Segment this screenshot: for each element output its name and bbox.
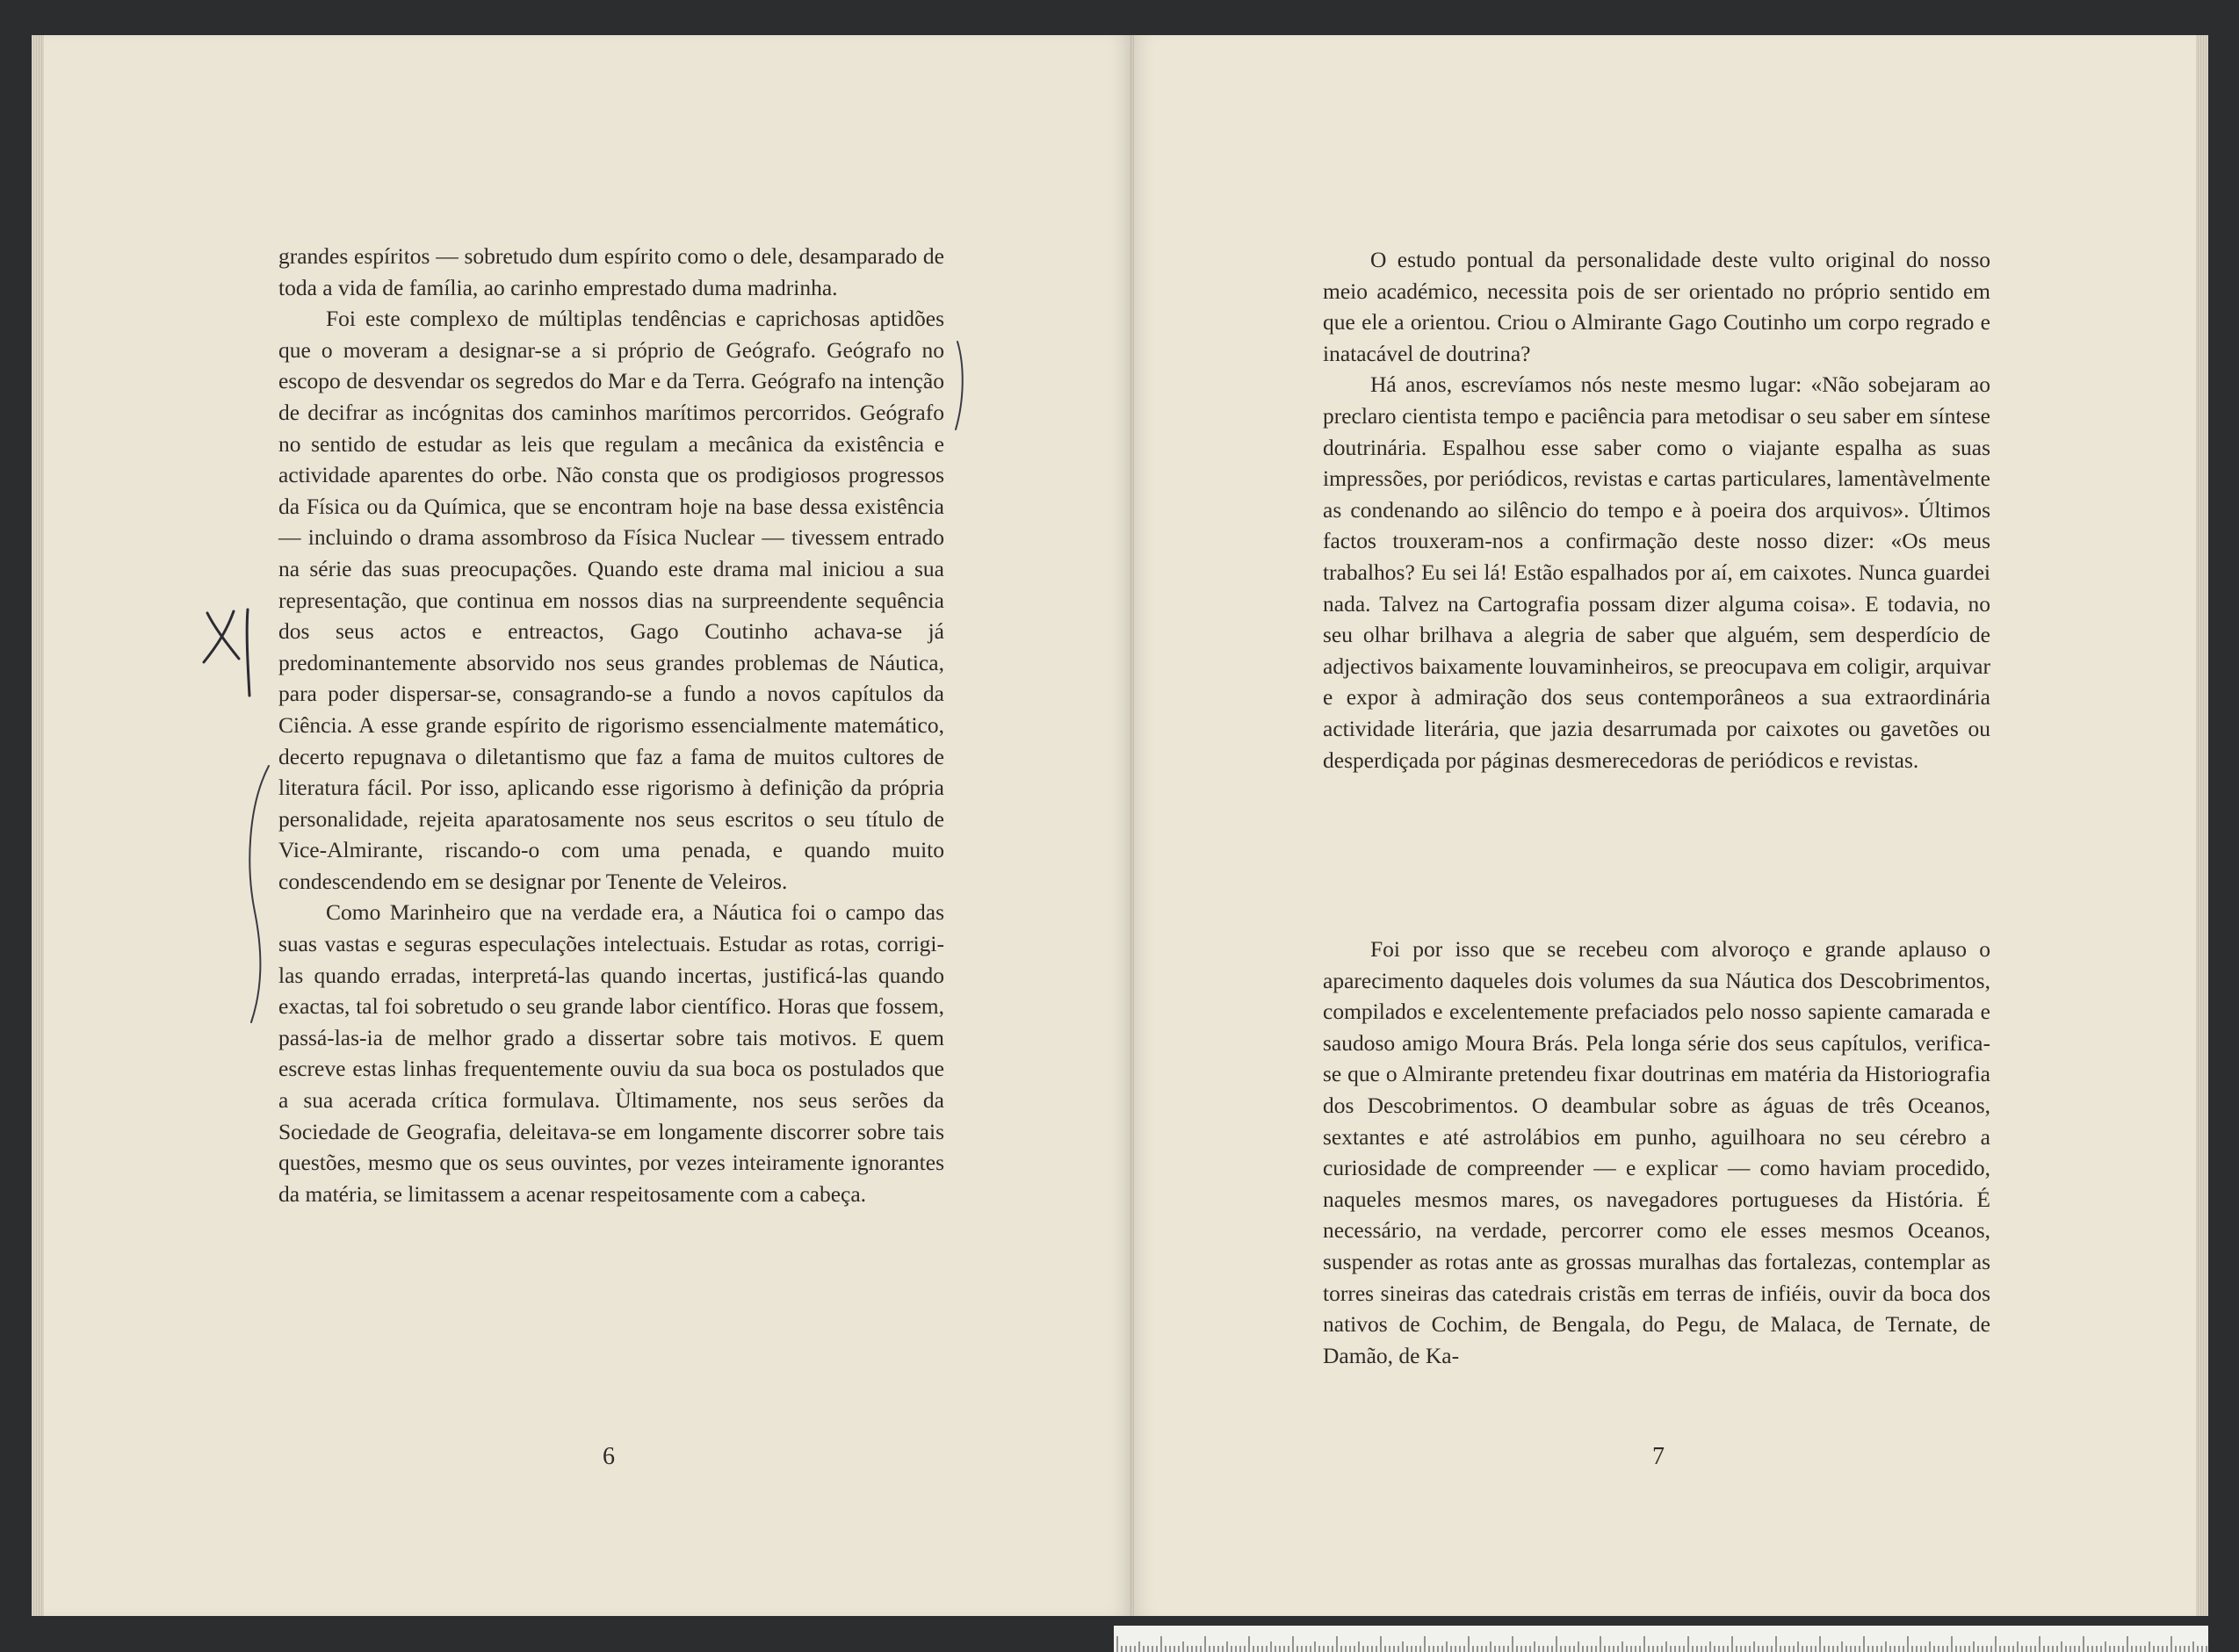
right-page-text-section (1323, 934, 1990, 1371)
handwritten-x-mark (195, 597, 256, 703)
right-page-text (1323, 244, 1990, 776)
paragraph: Como Marinheiro que na verdade era, a Náutica foi o campo das suas vastas e seguras especulações intelectuais. Estudar as rotas, corrigi-las quando erradas, interpretá-las quando incertas, justificá-las quando exactas, tal foi sobretudo o seu grande labor científico. Horas que fossem, passá-las-ia de melhor grado a dissertar sobre tais motivos. E quem escreve estas linhas frequentemente ouviu da sua boca os postulados que a sua acerada crítica formulava. Ùltimamente, nos seus serões da Sociedade de Geografia, deleitava-se em longamente discorrer sobre tais questões, mesmo que os seus ouvintes, por vezes inteiramente ignorantes da matéria, se limitassem a acenar respeitosamente com a cabeça. (278, 899, 944, 1207)
page-number-left: 6 (603, 1443, 615, 1470)
margin-bracket-right (949, 338, 975, 435)
right-page-edge (2196, 35, 2208, 1616)
ruler-ticks (1114, 1626, 2208, 1652)
page-number-right: 7 (1652, 1443, 1665, 1470)
paragraph: O estudo pontual da personalidade deste vulto original do nosso meio académico, necessita pois de ser orientado no próprio sentido em que ele a orientou. Criou o Almirante Gago Coutinho um corpo regrado e inatacável de doutrina? (1323, 247, 1990, 366)
paragraph: Foi este complexo de múltiplas tendências e caprichosas aptidões que o moveram a designar-se a si próprio de Geógrafo. Geógrafo no escopo de desvendar os segredos do Mar e da Terra. Geógrafo na intenção de decifrar as incógnitas dos caminhos marítimos percorridos. Geógrafo no sentido de estudar as leis que regulam a mecânica da existência e actividade aparentes do orbe. Não consta que os prodigiosos progressos da Física ou da Química, que se encontram hoje na base dessa existência — incluindo o drama assombroso da Física Nuclear — tivessem entrado na série das suas preocupações. Quando este drama mal iniciou a sua representação, que continua em nossos dias na surpreendente sequência dos seus actos e entreactos, Gago Coutinho achava-se já predominantemente absorvido nos seus grandes problemas de Náutica, para poder dispersar-se, consagrando-se a fundo a novos capítulos da Ciência. A esse grande espírito de rigorismo essencialmente matemático, decerto repugnava o diletantismo que faz a fama de muitos cultores de literatura fácil. Por isso, aplicando esse rigorismo à definição da própria personalidade, rejeita aparatosamente nos seus escritos o seu título de Vice-Almirante, riscando-o com uma penada, e quando muito condescendendo em se designar por Tenente de Veleiros. (278, 306, 944, 894)
paragraph: Foi por isso que se recebeu com alvoroço e grande aplauso o aparecimento daqueles dois volumes da sua Náutica dos Descobrimentos, compilados e excelentemente prefaciados pelo nosso sapiente camarada e saudoso amigo Moura Brás. Pela longa série dos seus capítulos, verifica-se que o Almirante pretendeu fixar doutrinas em matéria da Historiografia dos Descobrimentos. O deambular sobre as águas de três Oceanos, sextantes e até astrolábios em punho, aguilhoara no seu cérebro a curiosidade de compreender — e explicar — como haviam procedido, naqueles mesmos mares, os navegadores portugueses da História. É necessário, na verdade, percorrer como ele esses mesmos Oceanos, suspender as rotas ante as grossas muralhas das fortalezas, contemplar as torres sineiras das catedrais cristãs em terras de infiéis, ouvir da boca dos nativos de Cochim, de Bengala, do Pegu, de Malaca, de Ternate, de Damão, de Ka- (1323, 936, 1990, 1368)
paragraph: Há anos, escrevíamos nós neste mesmo lugar: «Não sobejaram ao preclaro cientista tempo e paciência para metodisar o seu saber em síntese doutrinária. Espalhou esse saber como o viajante espalha as suas impressões, por periódicos, revistas e cartas particulares, lamentàvelmente as condenando ao silêncio do tempo e à poeira dos arquivos». Últimos factos trouxeram-nos a confirmação deste nosso dizer: «Os meus trabalhos? Eu sei lá! Estão espalhados por aí, em caixotes. Nunca guardei nada. Talvez na Cartografia possam dizer alguma coisa». E todavia, no seu olhar brilhava a alegria de saber que alguém, sem desperdício de adjectivos baixamente louvaminheiros, se preocupava em coligir, arquivar e expor à admiração dos seus contemporâneos a sua extraordinária actividade literária, que jazia desarrumada por caixotes ou gavetões ou desperdiçada por páginas desmerecedoras de periódicos e revistas. (1323, 372, 1990, 773)
measurement-ruler (1114, 1626, 2208, 1652)
paragraph: grandes espíritos — sobretudo dum espírito como o dele, desamparado de toda a vida de família, ao carinho emprestado duma madrinha. (278, 243, 944, 300)
left-page-edge (32, 35, 44, 1616)
margin-bracket-left (242, 762, 278, 1026)
book-gutter (1130, 35, 1134, 1616)
left-page-text (278, 241, 944, 1209)
